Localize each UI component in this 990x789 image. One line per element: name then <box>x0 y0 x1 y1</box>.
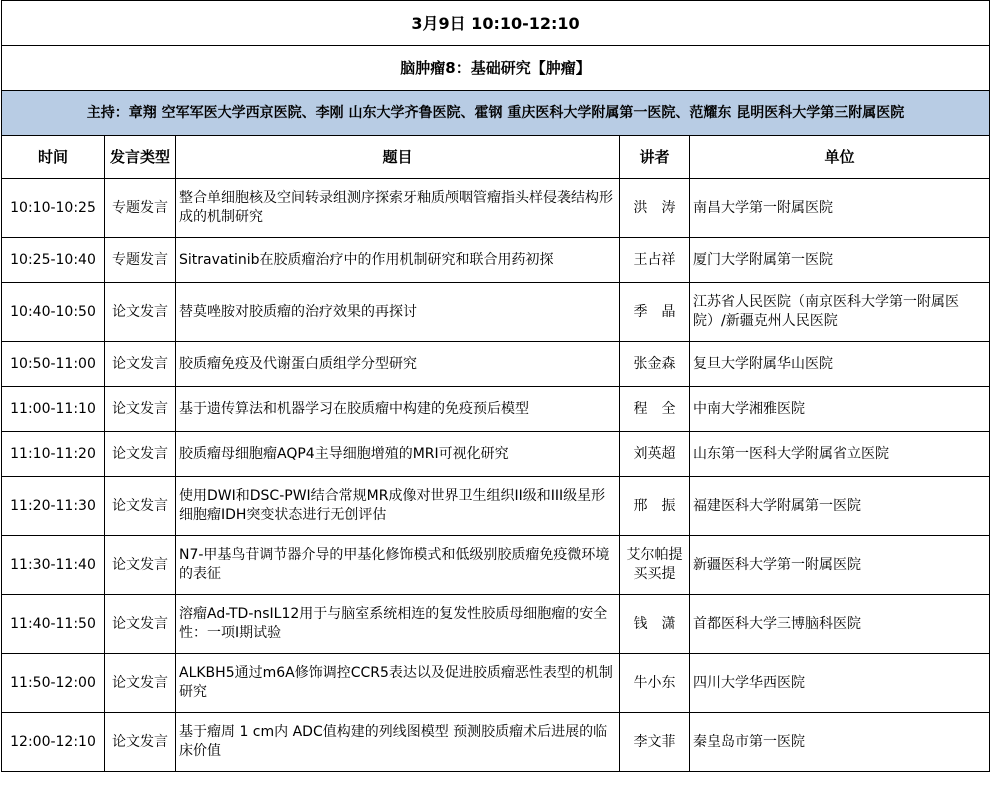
session-date: 3月9日 10:10-12:10 <box>2 1 990 46</box>
cell-unit: 秦皇岛市第一医院 <box>690 713 990 772</box>
table-row <box>2 595 990 654</box>
cell-speaker: 王占祥 <box>620 238 690 283</box>
cell-type: 论文发言 <box>105 283 176 342</box>
cell-speaker: 张金森 <box>620 342 690 387</box>
cell-topic: Sitravatinib在胶质瘤治疗中的作用机制研究和联合用药初探 <box>176 238 620 283</box>
cell-time: 11:40-11:50 <box>2 595 105 654</box>
cell-speaker: 李文菲 <box>620 713 690 772</box>
cell-type: 论文发言 <box>105 342 176 387</box>
table-row <box>2 283 990 342</box>
cell-type: 论文发言 <box>105 595 176 654</box>
cell-unit: 南昌大学第一附属医院 <box>690 179 990 238</box>
cell-speaker: 刘英超 <box>620 432 690 477</box>
cell-topic: 胶质瘤免疫及代谢蛋白质组学分型研究 <box>176 342 620 387</box>
table-row <box>2 387 990 432</box>
table-row <box>2 536 990 595</box>
cell-time: 11:50-12:00 <box>2 654 105 713</box>
column-header-row <box>2 136 990 179</box>
cell-topic: ALKBH5通过m6A修饰调控CCR5表达以及促进胶质瘤恶性表型的机制研究 <box>176 654 620 713</box>
date-row <box>2 1 990 46</box>
cell-unit: 中南大学湘雅医院 <box>690 387 990 432</box>
cell-time: 11:30-11:40 <box>2 536 105 595</box>
cell-topic: 基于遗传算法和机器学习在胶质瘤中构建的免疫预后模型 <box>176 387 620 432</box>
schedule-table <box>1 0 990 772</box>
column-header-time: 时间 <box>2 136 105 179</box>
cell-topic: 使用DWI和DSC-PWI结合常规MR成像对世界卫生组织II级和III级星形细胞瘤IDH突变状态进行无创评估 <box>176 477 620 536</box>
cell-time: 12:00-12:10 <box>2 713 105 772</box>
cell-type: 论文发言 <box>105 654 176 713</box>
cell-time: 10:10-10:25 <box>2 179 105 238</box>
table-row <box>2 238 990 283</box>
cell-unit: 四川大学华西医院 <box>690 654 990 713</box>
cell-topic: N7-甲基鸟苷调节器介导的甲基化修饰模式和低级别胶质瘤免疫微环境的表征 <box>176 536 620 595</box>
table-row <box>2 342 990 387</box>
cell-speaker: 季 晶 <box>620 283 690 342</box>
cell-time: 11:00-11:10 <box>2 387 105 432</box>
table-row <box>2 654 990 713</box>
cell-unit: 首都医科大学三博脑科医院 <box>690 595 990 654</box>
cell-topic: 替莫唑胺对胶质瘤的治疗效果的再探讨 <box>176 283 620 342</box>
cell-topic: 整合单细胞核及空间转录组测序探索牙釉质颅咽管瘤指头样侵袭结构形成的机制研究 <box>176 179 620 238</box>
cell-topic: 胶质瘤母细胞瘤AQP4主导细胞增殖的MRI可视化研究 <box>176 432 620 477</box>
cell-time: 10:40-10:50 <box>2 283 105 342</box>
cell-type: 论文发言 <box>105 713 176 772</box>
cell-unit: 福建医科大学附属第一医院 <box>690 477 990 536</box>
cell-time: 11:20-11:30 <box>2 477 105 536</box>
column-header-type: 发言类型 <box>105 136 176 179</box>
table-row <box>2 477 990 536</box>
cell-speaker: 牛小东 <box>620 654 690 713</box>
column-header-speaker: 讲者 <box>620 136 690 179</box>
cell-type: 论文发言 <box>105 536 176 595</box>
session-chairs: 主持：章翔 空军军医大学西京医院、李刚 山东大学齐鲁医院、霍钢 重庆医科大学附属第一医院、范耀东 昆明医科大学第三附属医院 <box>2 91 990 136</box>
cell-speaker: 钱 潇 <box>620 595 690 654</box>
cell-speaker: 邢 振 <box>620 477 690 536</box>
cell-time: 10:50-11:00 <box>2 342 105 387</box>
session-title: 脑肿瘤8：基础研究【肿瘤】 <box>2 46 990 91</box>
column-header-unit: 单位 <box>690 136 990 179</box>
cell-unit: 新疆医科大学第一附属医院 <box>690 536 990 595</box>
chairs-row <box>2 91 990 136</box>
cell-type: 论文发言 <box>105 477 176 536</box>
cell-type: 论文发言 <box>105 387 176 432</box>
cell-type: 论文发言 <box>105 432 176 477</box>
cell-speaker: 程 全 <box>620 387 690 432</box>
column-header-topic: 题目 <box>176 136 620 179</box>
table-row <box>2 713 990 772</box>
cell-unit: 厦门大学附属第一医院 <box>690 238 990 283</box>
cell-type: 专题发言 <box>105 238 176 283</box>
cell-unit: 复旦大学附属华山医院 <box>690 342 990 387</box>
table-row <box>2 179 990 238</box>
cell-topic: 基于瘤周 1 cm内 ADC值构建的列线图模型 预测胶质瘤术后进展的临床价值 <box>176 713 620 772</box>
cell-speaker: 洪 涛 <box>620 179 690 238</box>
cell-unit: 山东第一医科大学附属省立医院 <box>690 432 990 477</box>
cell-topic: 溶瘤Ad-TD-nsIL12用于与脑室系统相连的复发性胶质母细胞瘤的安全性：一项I期试验 <box>176 595 620 654</box>
cell-time: 11:10-11:20 <box>2 432 105 477</box>
cell-unit: 江苏省人民医院（南京医科大学第一附属医院）/新疆克州人民医院 <box>690 283 990 342</box>
cell-time: 10:25-10:40 <box>2 238 105 283</box>
table-row <box>2 432 990 477</box>
session-title-row <box>2 46 990 91</box>
cell-speaker: 艾尔帕提买买提 <box>620 536 690 595</box>
cell-type: 专题发言 <box>105 179 176 238</box>
